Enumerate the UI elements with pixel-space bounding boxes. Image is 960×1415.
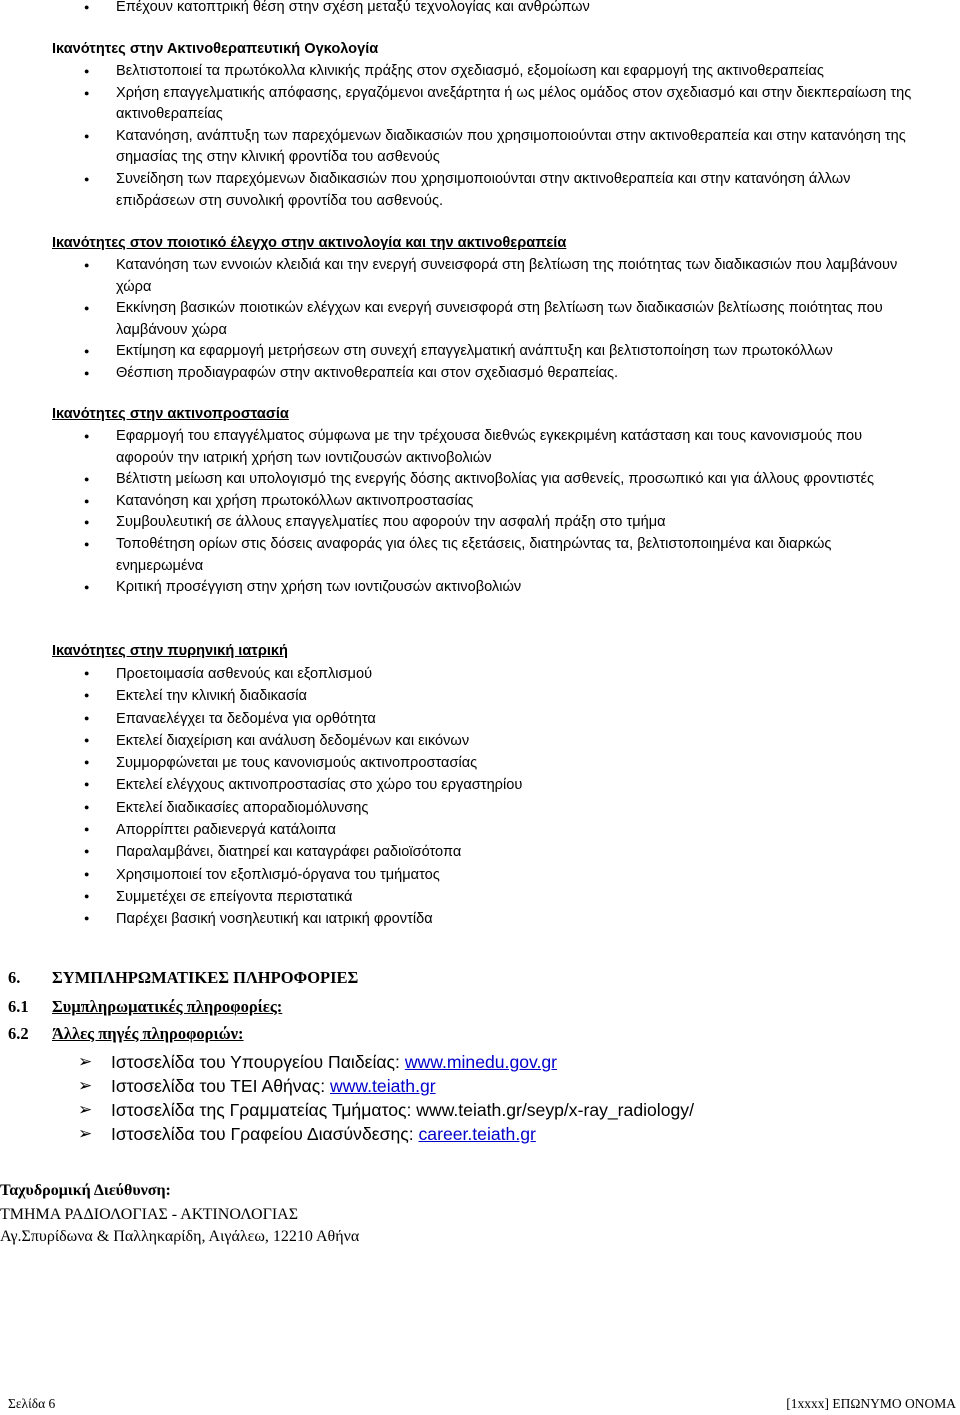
source-item bbox=[0, 1098, 960, 1122]
list-item: ● Απορρίπτει ραδιενεργά κατάλοιπα bbox=[0, 819, 960, 841]
section-6-1-heading bbox=[8, 997, 282, 1017]
list-item: ● Θέσπιση προδιαγραφών στην ακτινοθεραπεία και στον σχεδιασμό θεραπείας. bbox=[0, 363, 960, 385]
list-item: ● Κριτική προσέγγιση στην χρήση των ιοντιζουσών ακτινοβολιών bbox=[0, 577, 960, 599]
list-item: ● Εκκίνηση βασικών ποιοτικών ελέγχων και ενεργή συνεισφορά στη βελτίωση των διαδικασιών βελτίωσης ποιότητας που λαμβάνουν χώρα bbox=[0, 298, 960, 341]
section-title: ΣΥΜΠΛΗΡΩΜΑΤΙΚΕΣ ΠΛΗΡΟΦΟΡΙΕΣ bbox=[52, 968, 359, 987]
page-number: Σελίδα 6 bbox=[8, 1396, 56, 1411]
section-title: Συμπληρωματικές πληροφορίες: bbox=[52, 997, 283, 1016]
source-label: Ιστοσελίδα του Γραφείου Διασύνδεσης: bbox=[111, 1124, 419, 1144]
protection-section bbox=[0, 404, 960, 599]
section-number: 6.2 bbox=[8, 1024, 29, 1043]
section-heading: Ικανότητες στον ποιοτικό έλεγχο στην ακτινολογία και την ακτινοθεραπεία bbox=[52, 235, 567, 251]
source-label: Ιστοσελίδα της Γραμματείας Τμήματος: www.teiath.gr/seyp/x-ray_radiology/ bbox=[111, 1100, 694, 1120]
list-item: ● Παρέχει βασική νοσηλευτική και ιατρική φροντίδα bbox=[0, 908, 960, 930]
list-item: ● Επέχουν κατοπτρική θέση στην σχέση μεταξύ τεχνολογίας και ανθρώπων bbox=[0, 0, 960, 19]
address-line: Αγ.Σπυρίδωνα & Παλληκαρίδη, Αιγάλεω, 12210 Αθήνα bbox=[0, 1228, 360, 1245]
list-item: ● Συμμορφώνεται με τους κανονισμούς ακτινοπροστασίας bbox=[0, 752, 960, 774]
section-number: 6.1 bbox=[8, 997, 29, 1016]
oncology-section bbox=[0, 39, 960, 212]
section-6-2-heading bbox=[8, 1024, 244, 1044]
section-title: Άλλες πηγές πληροφοριών: bbox=[52, 1024, 244, 1043]
list-item: ● Προετοιμασία ασθενούς και εξοπλισμού bbox=[0, 663, 960, 685]
list-item: ● Χρησιμοποιεί τον εξοπλισμό-όργανα του τμήματος bbox=[0, 864, 960, 886]
list-item: ● Βελτιστοποιεί τα πρωτόκολλα κλινικής πράξης στον σχεδιασμό, εξομοίωση και εφαρμογή της ακτινοθεραπείας bbox=[0, 61, 960, 83]
source-item bbox=[0, 1074, 960, 1098]
quality-section bbox=[0, 233, 960, 385]
list-item: ● Κατανόηση των εννοιών κλειδιά και την ενεργή συνεισφορά στη βελτίωση της ποιότητας των διαδικασιών που λαμβάνουν χώρα bbox=[0, 255, 960, 298]
address-heading: Ταχυδρομική Διεύθυνση: bbox=[0, 1182, 171, 1199]
section-heading: Ικανότητες στην πυρηνική ιατρική bbox=[52, 643, 288, 659]
list-item: ● Παραλαμβάνει, διατηρεί και καταγράφει ραδιοϊσότοπα bbox=[0, 841, 960, 863]
list-item: ● Κατανόηση, ανάπτυξη των παρεχόμενων διαδικασιών που χρησιμοποιούνται στην ακτινοθεραπεία και στην κατανόηση της σημασίας της στην κλινική φροντίδα του ασθενούς bbox=[0, 126, 960, 169]
section-heading: Ικανότητες στην Ακτινοθεραπευτική Ογκολογία bbox=[52, 41, 379, 57]
intro-section bbox=[0, 0, 960, 19]
nuclear-section bbox=[0, 641, 960, 931]
section-number: 6. bbox=[8, 968, 21, 987]
sources-section bbox=[0, 1050, 960, 1146]
list-item: ● Εκτελεί διαχείριση και ανάλυση δεδομένων και εικόνων bbox=[0, 730, 960, 752]
source-item bbox=[0, 1050, 960, 1074]
list-item: ● Εκτελεί την κλινική διαδικασία bbox=[0, 685, 960, 707]
list-item: ● Επαναελέγχει τα δεδομένα για ορθότητα bbox=[0, 708, 960, 730]
list-item: ● Τοποθέτηση ορίων στις δόσεις αναφοράς για όλες τις εξετάσεις, διατηρώντας τα, βελτιστοποιημένα και διαρκώς ενημερωμένα bbox=[0, 534, 960, 577]
list-item: ● Συμμετέχει σε επείγοντα περιστατικά bbox=[0, 886, 960, 908]
list-item: ● Κατανόηση και χρήση πρωτοκόλλων ακτινοπροστασίας bbox=[0, 491, 960, 513]
section-6-heading bbox=[8, 968, 358, 988]
list-item: ● Βέλτιστη μείωση και υπολογισμό της ενεργής δόσης ακτινοβολίας για ασθενείς, προσωπικό και για άλλους φροντιστές bbox=[0, 469, 960, 491]
section-heading: Ικανότητες στην ακτινοπροστασία bbox=[52, 406, 289, 422]
source-link[interactable]: career.teiath.gr bbox=[418, 1124, 536, 1144]
source-label: Ιστοσελίδα του Υπουργείου Παιδείας: bbox=[111, 1052, 405, 1072]
list-item: ● Εφαρμογή του επαγγέλματος σύμφωνα με την τρέχουσα διεθνώς εγκεκριμένη κατάσταση και τους κανονισμούς που αφορούν την ιατρική χρήση των ιοντιζουσών ακτινοβολιών bbox=[0, 426, 960, 469]
source-link[interactable]: www.minedu.gov.gr bbox=[404, 1052, 558, 1072]
list-item: ● Εκτίμηση κα εφαρμογή μετρήσεων στη συνεχή επαγγελματική ανάπτυξη και βελτιστοποίηση των πρωτοκόλλων bbox=[0, 341, 960, 363]
address-line: ΤΜΗΜΑ ΡΑΔΙΟΛΟΓΙΑΣ - ΑΚΤΙΝΟΛΟΓΙΑΣ bbox=[0, 1206, 299, 1223]
source-link[interactable]: www.teiath.gr bbox=[330, 1076, 436, 1096]
footer-author: [1xxxx] ΕΠΩΝΥΜΟ ΟΝΟΜΑ bbox=[786, 1396, 956, 1411]
list-item: ● Συνείδηση των παρεχόμενων διαδικασιών που χρησιμοποιούνται στην ακτινοθεραπεία και στην κατανόηση άλλων επιδράσεων στη συνολική φροντίδα του ασθενούς. bbox=[0, 169, 960, 212]
list-item: ● Χρήση επαγγελματικής απόφασης, εργαζόμενοι ανεξάρτητα ή ως μέλος ομάδος στον σχεδιασμό και στην διεκπεραίωση της ακτινοθεραπείας bbox=[0, 83, 960, 126]
list-item: ● Εκτελεί ελέγχους ακτινοπροστασίας στο χώρο του εργαστηρίου bbox=[0, 774, 960, 796]
list-item: ● Εκτελεί διαδικασίες απoραδιομόλυνσης bbox=[0, 797, 960, 819]
list-item: ● Συμβουλευτική σε άλλους επαγγελματίες που αφορούν την ασφαλή πράξη στο τμήμα bbox=[0, 512, 960, 534]
source-item bbox=[0, 1122, 960, 1146]
source-label: Ιστοσελίδα του ΤΕΙ Αθήνας: bbox=[111, 1076, 330, 1096]
